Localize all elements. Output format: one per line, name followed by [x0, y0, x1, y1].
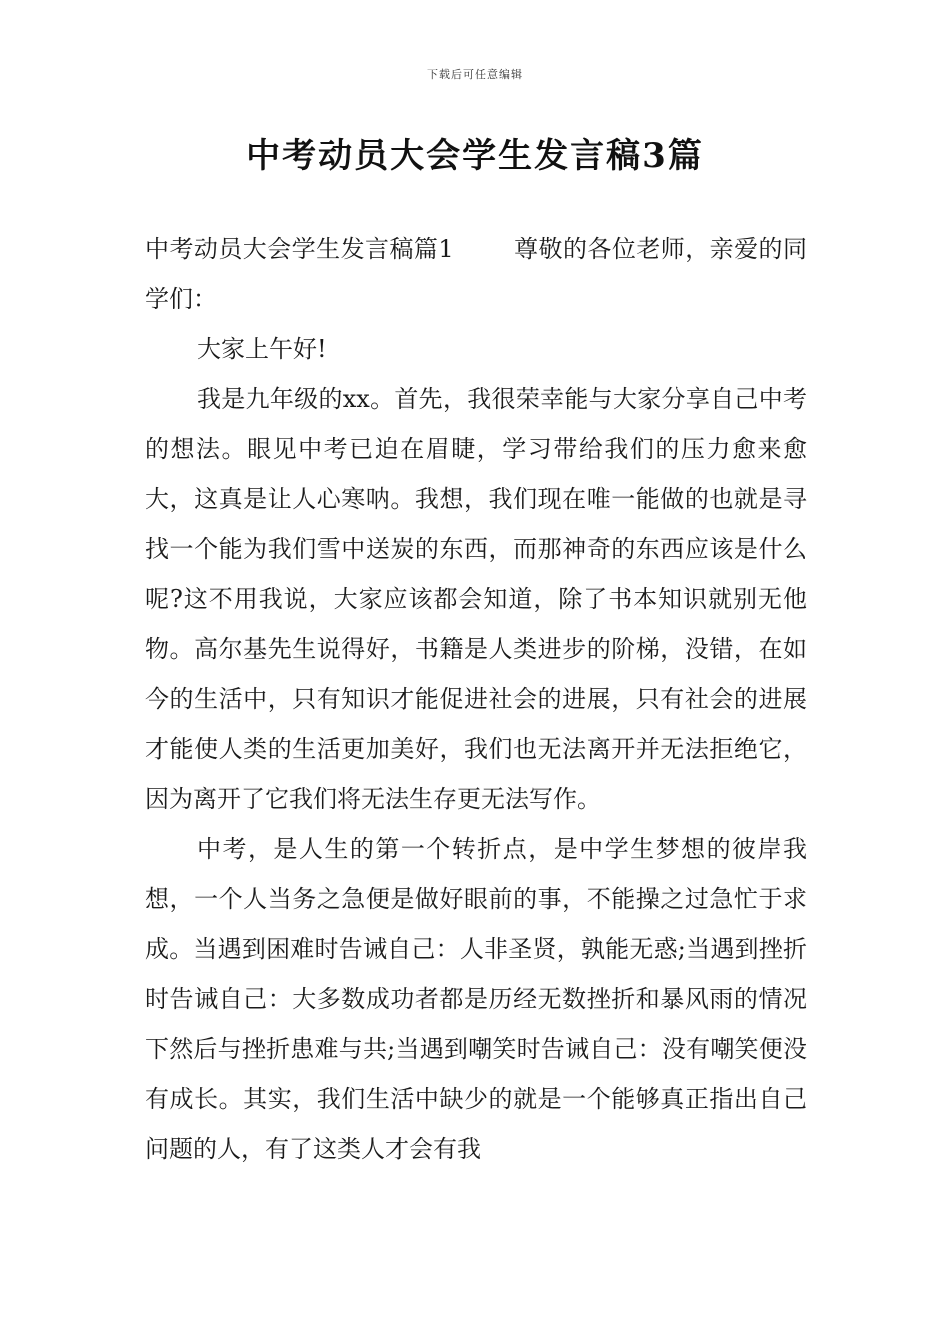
salutation: 尊敬的各位老师，亲爱的同学们：: [145, 235, 807, 313]
paragraph-introduction: 我是九年级的xx。首先，我很荣幸能与大家分享自己中考的想法。眼见中考已迫在眉睫，学习带给我们的压力愈来愈大，这真是让人心寒呐。我想，我们现在唯一能做的也就是寻找一个能为我们雪中送炭的东西，而那神奇的东西应该是什么呢?这不用我说，大家应该都会知道，除了书本知识就别无他物。高尔基先生说得好，书籍是人类进步的阶梯，没错，在如今的生活中，只有知识才能促进社会的进展，只有社会的进展才能使人类的生活更加美好，我们也无法离开并无法拒绝它，因为离开了它我们将无法生存更无法写作。: [145, 385, 807, 813]
opening-line: [145, 224, 807, 324]
page-header-note: 下载后可任意编辑: [427, 68, 523, 81]
paragraph-greeting: 大家上午好!: [197, 335, 327, 363]
document-title: 中考动员大会学生发言稿3篇: [246, 136, 704, 176]
document-body: [145, 224, 807, 1174]
paragraph-turning-point: 中考，是人生的第一个转折点，是中学生梦想的彼岸我想，一个人当务之急便是做好眼前的事，不能操之过急忙于求成。当遇到困难时告诫自己：人非圣贤，孰能无惑;当遇到挫折时告诫自己：大多数成功者都是历经无数挫折和暴风雨的情况下然后与挫折患难与共;当遇到嘲笑时告诫自己：没有嘲笑便没有成长。其实，我们生活中缺少的就是一个能够真正指出自己问题的人，有了这类人才会有我: [145, 835, 807, 1163]
section-heading: 中考动员大会学生发言稿篇1: [145, 235, 454, 263]
